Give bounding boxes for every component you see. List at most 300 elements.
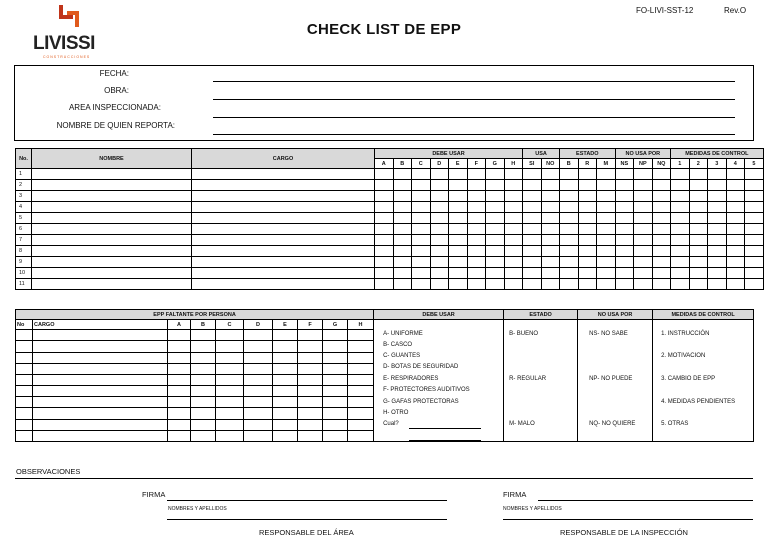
epp-cell[interactable]	[216, 330, 244, 341]
check-cell[interactable]	[504, 180, 523, 191]
check-cell[interactable]	[449, 169, 468, 180]
epp-cell[interactable]	[244, 386, 273, 397]
check-cell[interactable]	[689, 202, 708, 213]
check-cell[interactable]	[541, 279, 560, 290]
epp-cell[interactable]	[216, 374, 244, 385]
check-cell[interactable]	[449, 224, 468, 235]
check-cell[interactable]	[578, 224, 597, 235]
check-cell[interactable]	[393, 235, 412, 246]
check-cell[interactable]	[375, 257, 394, 268]
epp-cell[interactable]	[16, 408, 33, 419]
check-cell[interactable]	[634, 191, 653, 202]
epp-cell[interactable]	[348, 374, 374, 385]
epp-cell[interactable]	[323, 374, 348, 385]
check-cell[interactable]	[449, 246, 468, 257]
check-cell[interactable]	[597, 257, 616, 268]
check-cell[interactable]	[671, 235, 690, 246]
epp-cell[interactable]	[191, 397, 216, 408]
epp-cell[interactable]	[298, 386, 323, 397]
epp-cell[interactable]	[168, 330, 191, 341]
check-cell[interactable]	[597, 180, 616, 191]
epp-cell[interactable]	[273, 374, 298, 385]
check-cell[interactable]	[708, 246, 727, 257]
check-cell[interactable]	[430, 213, 449, 224]
epp-cell[interactable]	[33, 408, 168, 419]
epp-cell[interactable]	[273, 330, 298, 341]
check-cell[interactable]	[449, 213, 468, 224]
check-cell[interactable]	[615, 268, 634, 279]
epp-cell[interactable]	[298, 419, 323, 430]
check-cell[interactable]	[634, 235, 653, 246]
epp-cell[interactable]	[16, 330, 33, 341]
check-cell[interactable]	[560, 180, 579, 191]
epp-cell[interactable]	[323, 386, 348, 397]
check-cell[interactable]	[615, 180, 634, 191]
firma-line-area[interactable]	[167, 500, 447, 501]
epp-cell[interactable]	[244, 352, 273, 363]
check-cell[interactable]	[504, 202, 523, 213]
check-cell[interactable]	[467, 202, 486, 213]
check-cell[interactable]	[467, 257, 486, 268]
firma-line-insp[interactable]	[538, 500, 753, 501]
check-cell[interactable]	[634, 202, 653, 213]
epp-cell[interactable]	[16, 341, 33, 352]
check-cell[interactable]	[523, 246, 542, 257]
epp-cell[interactable]	[348, 330, 374, 341]
epp-cell[interactable]	[273, 430, 298, 441]
check-cell[interactable]	[412, 257, 431, 268]
check-cell[interactable]	[560, 268, 579, 279]
check-cell[interactable]	[449, 180, 468, 191]
check-cell[interactable]	[467, 180, 486, 191]
epp-cell[interactable]	[168, 363, 191, 374]
check-cell[interactable]	[745, 279, 764, 290]
check-cell[interactable]	[523, 180, 542, 191]
check-cell[interactable]	[634, 246, 653, 257]
check-cell[interactable]	[671, 202, 690, 213]
check-cell[interactable]	[745, 246, 764, 257]
check-cell[interactable]	[504, 169, 523, 180]
epp-cell[interactable]	[323, 408, 348, 419]
check-cell[interactable]	[430, 180, 449, 191]
check-cell[interactable]	[430, 169, 449, 180]
check-cell[interactable]	[375, 191, 394, 202]
check-cell[interactable]	[615, 257, 634, 268]
check-cell[interactable]	[560, 202, 579, 213]
epp-cell[interactable]	[323, 419, 348, 430]
check-cell[interactable]	[412, 224, 431, 235]
check-cell[interactable]	[708, 202, 727, 213]
epp-cell[interactable]	[348, 430, 374, 441]
cargo-cell[interactable]	[192, 180, 375, 191]
check-cell[interactable]	[393, 279, 412, 290]
check-cell[interactable]	[449, 202, 468, 213]
epp-cell[interactable]	[168, 408, 191, 419]
check-cell[interactable]	[578, 202, 597, 213]
check-cell[interactable]	[523, 235, 542, 246]
check-cell[interactable]	[541, 268, 560, 279]
check-cell[interactable]	[597, 224, 616, 235]
check-cell[interactable]	[615, 279, 634, 290]
epp-cell[interactable]	[33, 430, 168, 441]
check-cell[interactable]	[615, 191, 634, 202]
check-cell[interactable]	[597, 279, 616, 290]
check-cell[interactable]	[689, 169, 708, 180]
check-cell[interactable]	[708, 180, 727, 191]
check-cell[interactable]	[578, 279, 597, 290]
check-cell[interactable]	[726, 235, 745, 246]
check-cell[interactable]	[393, 257, 412, 268]
check-cell[interactable]	[560, 191, 579, 202]
check-cell[interactable]	[615, 202, 634, 213]
check-cell[interactable]	[430, 224, 449, 235]
epp-cell[interactable]	[168, 430, 191, 441]
epp-cell[interactable]	[16, 363, 33, 374]
check-cell[interactable]	[745, 213, 764, 224]
epp-cell[interactable]	[16, 352, 33, 363]
check-cell[interactable]	[745, 180, 764, 191]
reporta-field[interactable]	[213, 134, 735, 135]
epp-cell[interactable]	[33, 352, 168, 363]
epp-cell[interactable]	[168, 397, 191, 408]
epp-cell[interactable]	[273, 408, 298, 419]
check-cell[interactable]	[541, 169, 560, 180]
check-cell[interactable]	[486, 180, 505, 191]
check-cell[interactable]	[375, 224, 394, 235]
check-cell[interactable]	[726, 268, 745, 279]
check-cell[interactable]	[393, 191, 412, 202]
epp-cell[interactable]	[348, 419, 374, 430]
check-cell[interactable]	[541, 235, 560, 246]
check-cell[interactable]	[430, 246, 449, 257]
check-cell[interactable]	[504, 191, 523, 202]
check-cell[interactable]	[634, 213, 653, 224]
check-cell[interactable]	[634, 224, 653, 235]
check-cell[interactable]	[597, 191, 616, 202]
epp-cell[interactable]	[191, 419, 216, 430]
cargo-cell[interactable]	[192, 257, 375, 268]
epp-cell[interactable]	[244, 341, 273, 352]
check-cell[interactable]	[523, 224, 542, 235]
epp-cell[interactable]	[216, 341, 244, 352]
epp-cell[interactable]	[298, 397, 323, 408]
check-cell[interactable]	[486, 279, 505, 290]
check-cell[interactable]	[652, 224, 671, 235]
check-cell[interactable]	[578, 191, 597, 202]
nombre-cell[interactable]	[32, 268, 192, 279]
epp-cell[interactable]	[323, 330, 348, 341]
cargo-cell[interactable]	[192, 279, 375, 290]
nombre-cell[interactable]	[32, 169, 192, 180]
check-cell[interactable]	[708, 169, 727, 180]
check-cell[interactable]	[708, 213, 727, 224]
check-cell[interactable]	[726, 191, 745, 202]
nombre-cell[interactable]	[32, 224, 192, 235]
check-cell[interactable]	[726, 202, 745, 213]
epp-cell[interactable]	[168, 386, 191, 397]
check-cell[interactable]	[578, 213, 597, 224]
epp-cell[interactable]	[323, 397, 348, 408]
check-cell[interactable]	[615, 169, 634, 180]
epp-cell[interactable]	[33, 330, 168, 341]
check-cell[interactable]	[541, 224, 560, 235]
check-cell[interactable]	[560, 169, 579, 180]
epp-cell[interactable]	[244, 408, 273, 419]
check-cell[interactable]	[393, 180, 412, 191]
check-cell[interactable]	[652, 213, 671, 224]
check-cell[interactable]	[578, 257, 597, 268]
check-cell[interactable]	[393, 169, 412, 180]
epp-cell[interactable]	[16, 386, 33, 397]
check-cell[interactable]	[615, 213, 634, 224]
nombre-cell[interactable]	[32, 213, 192, 224]
check-cell[interactable]	[541, 257, 560, 268]
check-cell[interactable]	[689, 213, 708, 224]
check-cell[interactable]	[671, 246, 690, 257]
check-cell[interactable]	[523, 257, 542, 268]
observaciones-line[interactable]	[15, 478, 753, 479]
check-cell[interactable]	[375, 268, 394, 279]
check-cell[interactable]	[597, 268, 616, 279]
epp-cell[interactable]	[298, 341, 323, 352]
epp-cell[interactable]	[244, 363, 273, 374]
obra-field[interactable]	[213, 99, 735, 100]
nombre-cell[interactable]	[32, 257, 192, 268]
check-cell[interactable]	[578, 268, 597, 279]
check-cell[interactable]	[671, 169, 690, 180]
check-cell[interactable]	[615, 235, 634, 246]
check-cell[interactable]	[486, 268, 505, 279]
epp-cell[interactable]	[323, 341, 348, 352]
check-cell[interactable]	[726, 224, 745, 235]
check-cell[interactable]	[708, 268, 727, 279]
check-cell[interactable]	[671, 191, 690, 202]
check-cell[interactable]	[597, 246, 616, 257]
epp-cell[interactable]	[273, 419, 298, 430]
epp-cell[interactable]	[298, 363, 323, 374]
check-cell[interactable]	[745, 224, 764, 235]
check-cell[interactable]	[504, 246, 523, 257]
epp-cell[interactable]	[33, 419, 168, 430]
check-cell[interactable]	[541, 191, 560, 202]
cargo-cell[interactable]	[192, 202, 375, 213]
cargo-cell[interactable]	[192, 191, 375, 202]
epp-cell[interactable]	[298, 330, 323, 341]
check-cell[interactable]	[745, 257, 764, 268]
cargo-cell[interactable]	[192, 213, 375, 224]
check-cell[interactable]	[560, 279, 579, 290]
epp-cell[interactable]	[16, 419, 33, 430]
epp-cell[interactable]	[323, 363, 348, 374]
check-cell[interactable]	[412, 169, 431, 180]
check-cell[interactable]	[449, 257, 468, 268]
epp-cell[interactable]	[191, 363, 216, 374]
check-cell[interactable]	[412, 180, 431, 191]
epp-cell[interactable]	[323, 430, 348, 441]
check-cell[interactable]	[726, 169, 745, 180]
check-cell[interactable]	[671, 213, 690, 224]
nombre-cell[interactable]	[32, 191, 192, 202]
cargo-cell[interactable]	[192, 169, 375, 180]
check-cell[interactable]	[504, 257, 523, 268]
epp-cell[interactable]	[216, 352, 244, 363]
check-cell[interactable]	[504, 224, 523, 235]
epp-cell[interactable]	[348, 352, 374, 363]
check-cell[interactable]	[634, 268, 653, 279]
check-cell[interactable]	[430, 235, 449, 246]
check-cell[interactable]	[560, 246, 579, 257]
nombres-line-insp[interactable]	[503, 519, 753, 520]
check-cell[interactable]	[671, 279, 690, 290]
check-cell[interactable]	[449, 191, 468, 202]
epp-cell[interactable]	[298, 408, 323, 419]
check-cell[interactable]	[560, 235, 579, 246]
check-cell[interactable]	[560, 213, 579, 224]
epp-cell[interactable]	[168, 374, 191, 385]
check-cell[interactable]	[375, 246, 394, 257]
check-cell[interactable]	[726, 213, 745, 224]
epp-cell[interactable]	[216, 419, 244, 430]
nombre-cell[interactable]	[32, 235, 192, 246]
check-cell[interactable]	[726, 257, 745, 268]
check-cell[interactable]	[449, 268, 468, 279]
check-cell[interactable]	[523, 202, 542, 213]
check-cell[interactable]	[560, 224, 579, 235]
cargo-cell[interactable]	[192, 235, 375, 246]
check-cell[interactable]	[375, 213, 394, 224]
epp-cell[interactable]	[33, 363, 168, 374]
check-cell[interactable]	[393, 213, 412, 224]
epp-cell[interactable]	[191, 374, 216, 385]
check-cell[interactable]	[375, 235, 394, 246]
epp-cell[interactable]	[244, 330, 273, 341]
epp-cell[interactable]	[244, 397, 273, 408]
check-cell[interactable]	[671, 180, 690, 191]
check-cell[interactable]	[393, 268, 412, 279]
nombre-cell[interactable]	[32, 202, 192, 213]
check-cell[interactable]	[708, 279, 727, 290]
check-cell[interactable]	[578, 169, 597, 180]
epp-cell[interactable]	[216, 408, 244, 419]
epp-cell[interactable]	[323, 352, 348, 363]
epp-cell[interactable]	[16, 430, 33, 441]
epp-cell[interactable]	[244, 419, 273, 430]
check-cell[interactable]	[652, 246, 671, 257]
check-cell[interactable]	[486, 213, 505, 224]
check-cell[interactable]	[560, 257, 579, 268]
epp-cell[interactable]	[216, 363, 244, 374]
check-cell[interactable]	[486, 257, 505, 268]
check-cell[interactable]	[541, 202, 560, 213]
check-cell[interactable]	[652, 169, 671, 180]
check-cell[interactable]	[597, 213, 616, 224]
check-cell[interactable]	[652, 257, 671, 268]
check-cell[interactable]	[393, 224, 412, 235]
cargo-cell[interactable]	[192, 268, 375, 279]
cual-line-2[interactable]	[409, 440, 481, 441]
nombre-cell[interactable]	[32, 246, 192, 257]
epp-cell[interactable]	[191, 408, 216, 419]
check-cell[interactable]	[504, 268, 523, 279]
check-cell[interactable]	[375, 169, 394, 180]
check-cell[interactable]	[615, 246, 634, 257]
check-cell[interactable]	[634, 169, 653, 180]
epp-cell[interactable]	[168, 352, 191, 363]
check-cell[interactable]	[523, 213, 542, 224]
fecha-field[interactable]	[213, 81, 735, 82]
check-cell[interactable]	[523, 279, 542, 290]
check-cell[interactable]	[375, 279, 394, 290]
epp-cell[interactable]	[191, 330, 216, 341]
check-cell[interactable]	[504, 235, 523, 246]
check-cell[interactable]	[412, 213, 431, 224]
check-cell[interactable]	[523, 191, 542, 202]
epp-cell[interactable]	[191, 352, 216, 363]
check-cell[interactable]	[745, 235, 764, 246]
check-cell[interactable]	[615, 224, 634, 235]
check-cell[interactable]	[652, 235, 671, 246]
check-cell[interactable]	[726, 180, 745, 191]
epp-cell[interactable]	[348, 341, 374, 352]
check-cell[interactable]	[652, 279, 671, 290]
check-cell[interactable]	[541, 213, 560, 224]
check-cell[interactable]	[430, 268, 449, 279]
epp-cell[interactable]	[348, 386, 374, 397]
check-cell[interactable]	[375, 202, 394, 213]
check-cell[interactable]	[467, 213, 486, 224]
epp-cell[interactable]	[298, 430, 323, 441]
check-cell[interactable]	[430, 202, 449, 213]
epp-cell[interactable]	[348, 363, 374, 374]
epp-cell[interactable]	[348, 408, 374, 419]
epp-cell[interactable]	[273, 363, 298, 374]
check-cell[interactable]	[745, 268, 764, 279]
epp-cell[interactable]	[298, 374, 323, 385]
epp-cell[interactable]	[298, 352, 323, 363]
check-cell[interactable]	[412, 268, 431, 279]
check-cell[interactable]	[578, 246, 597, 257]
check-cell[interactable]	[652, 191, 671, 202]
epp-cell[interactable]	[168, 419, 191, 430]
epp-cell[interactable]	[216, 430, 244, 441]
check-cell[interactable]	[726, 279, 745, 290]
cargo-cell[interactable]	[192, 246, 375, 257]
check-cell[interactable]	[412, 191, 431, 202]
epp-cell[interactable]	[244, 430, 273, 441]
check-cell[interactable]	[708, 257, 727, 268]
check-cell[interactable]	[467, 169, 486, 180]
check-cell[interactable]	[467, 246, 486, 257]
check-cell[interactable]	[430, 279, 449, 290]
check-cell[interactable]	[523, 268, 542, 279]
epp-cell[interactable]	[33, 374, 168, 385]
check-cell[interactable]	[708, 191, 727, 202]
check-cell[interactable]	[597, 235, 616, 246]
epp-cell[interactable]	[216, 397, 244, 408]
check-cell[interactable]	[430, 257, 449, 268]
check-cell[interactable]	[745, 169, 764, 180]
check-cell[interactable]	[634, 257, 653, 268]
check-cell[interactable]	[578, 180, 597, 191]
check-cell[interactable]	[689, 191, 708, 202]
check-cell[interactable]	[486, 202, 505, 213]
epp-cell[interactable]	[33, 341, 168, 352]
cual-line-1[interactable]	[409, 428, 481, 429]
check-cell[interactable]	[652, 268, 671, 279]
check-cell[interactable]	[745, 202, 764, 213]
check-cell[interactable]	[523, 169, 542, 180]
check-cell[interactable]	[467, 268, 486, 279]
